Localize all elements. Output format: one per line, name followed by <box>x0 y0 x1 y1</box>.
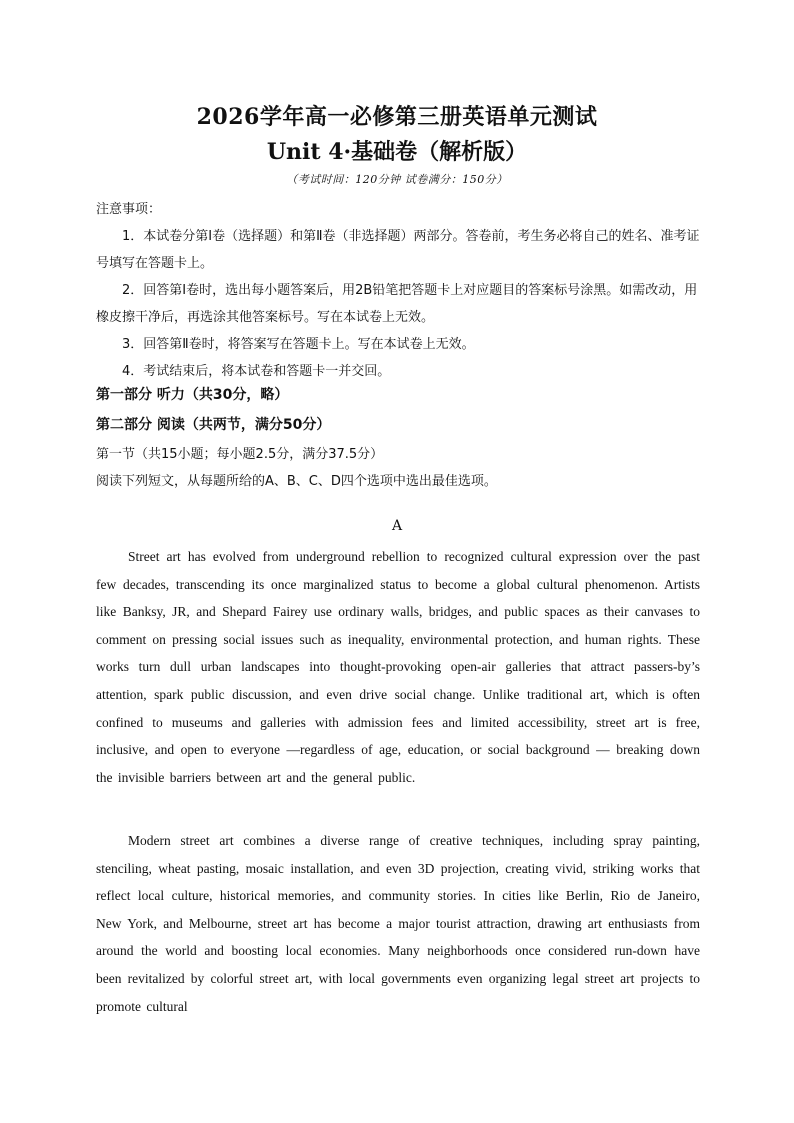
part-one-heading: 第一部分 听力（共30分，略） <box>96 387 289 403</box>
notice-heading: 注意事项： <box>96 202 162 217</box>
passage-paragraph: Street art has evolved from underground rebellion to recognized cultural expression over the past few decades, transcending its once marginalized status to become a global cultural phenomenon. Artists like Banksy, JR, and Shepard Fairey use ordinary walls, bridges, and public spaces as their canvases to comment on pressing social issues such as inequality, environmental protection, and human rights. These works turn dull urban landscapes into thought-provoking open-air galleries that attract passers-by’s attention, spark public discussion, and even drive social change. Unlike traditional art, which is often confined to museums and galleries with admission fees and limited accessibility, street art is free, inclusive, and open to everyone —regardless of age, education, or social background — breaking down the invisible barriers between art and the general public. <box>96 549 700 785</box>
reading-instruction: 阅读下列短文，从每题所给的A、B、C、D四个选项中选出最佳选项。 <box>96 474 497 489</box>
passage-label: A <box>391 518 403 534</box>
exam-title: 2026学年高一必修第三册英语单元测试 <box>196 104 598 130</box>
notice-item: 4．考试结束后，将本试卷和答题卡一并交回。 <box>122 364 391 379</box>
notice-item: 3．回答第Ⅱ卷时，将答案写在答题卡上。写在本试卷上无效。 <box>122 337 475 352</box>
passage-paragraph: Modern street art combines a diverse range of creative techniques, including spray painting, stenciling, wheat pasting, mosaic installation, and even 3D projection, creating vivid, striking works that reflect local culture, historical memories, and community stories. In cities like Berlin, Rio de Janeiro, New York, and Melbourne, street art has become a major tourist attraction, drawing art enthusiasts from around the world and boosting local economies. Many neighborhoods once considered run-down have been revitalized by colorful street art, with local governments even organizing legal street art projects to promote cultural <box>96 833 700 1014</box>
section-one-heading: 第一节（共15小题；每小题2.5分，满分37.5分） <box>96 447 384 462</box>
exam-subtitle: Unit 4·基础卷（解析版） <box>266 139 528 165</box>
exam-time-score: （考试时间：120分钟 试卷满分：150分） <box>286 173 508 186</box>
notice-item: 2．回答第Ⅰ卷时，选出每小题答案后，用2B铅笔把答题卡上对应题目的答案标号涂黑。如需改动，用橡皮擦干净后，再选涂其他答案标号。写在本试卷上无效。 <box>96 283 698 325</box>
notice-item: 1．本试卷分第Ⅰ卷（选择题）和第Ⅱ卷（非选择题）两部分。答卷前，考生务必将自己的姓名、准考证号填写在答题卡上。 <box>96 229 700 271</box>
part-two-heading: 第二部分 阅读（共两节，满分50分） <box>96 417 331 433</box>
